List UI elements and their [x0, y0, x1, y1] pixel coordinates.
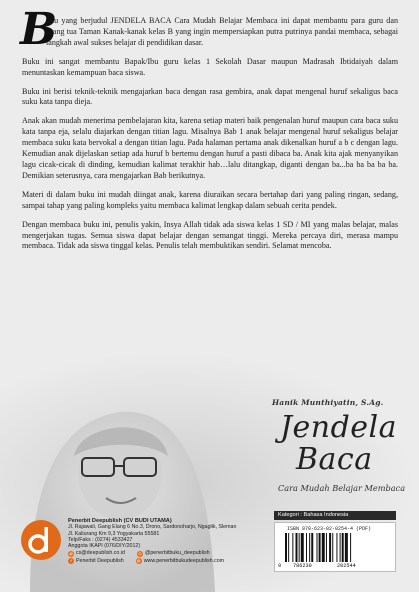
barcode-bar [329, 533, 331, 562]
publisher-facebook[interactable]: Penerbit Deepublish [76, 557, 124, 564]
barcode-bar [306, 533, 307, 562]
blurb-paragraph-5: Materi di dalam buku ini mudah diingat anak, karena diuraikan secara bertahap dari yang paling ringan, sedang, sampai tahap yang paling kompleks yaitu membaca kalimat lengkap dalam sebuah cerita pendek. [22, 189, 398, 210]
category-label: Kategori : Bahasa Indonesia [274, 511, 396, 520]
barcode-bar [317, 533, 318, 562]
blurb-paragraph-4: Anak akan mudah menerima pembelajaran kita, karena setiap materi baik pengenalan huruf maupun cara baca suku kata tanpa eja, selalu diajarkan dengan titian lagu. Misalnya Bab 1 anak belajar mengenal huruf sekaligus belajar membaca suku kata bervokal a dengan titian lagu. Pada halaman pertama anak dikenalkan huruf a b c dengan lagu. Kemudian anak dijelaskan setiap ada huruf b bertemu dengan huruf a pasti dibaca ba. Anak kita ajak menyanyikan lagu cicak-cicak di dinding, kemudian kalimat terakhir hab…lalu ditangkap, diganti dengan ba...ba ba ba ba ba. Demikian seterusnya, cara mengajarkan Bab berikutnya. [22, 116, 398, 180]
back-cover-blurb [20, 4, 398, 260]
barcode-icon [285, 533, 385, 563]
blurb-paragraph-6: Dengan membaca buku ini, penulis yakin, Insya Allah tidak ada siswa kelas 1 SD / MI yang malas belajar, malas mengerjakan tugas. Semua siswa dapat belajar dengan semangat tinggi. Mereka percaya diri, merasa mampu membaca. Tidak ada siswa tinggal kelas. Penulis telah membuktikan sendiri. Selamat mencoba. [22, 219, 398, 251]
barcode-bar [340, 533, 341, 562]
barcode-bar [342, 533, 344, 562]
barcode-digit-lead: 9 [278, 563, 282, 569]
publisher-name: Penerbit Deepublish (CV BUDI UTAMA) [68, 518, 172, 524]
barcode-bar [311, 533, 313, 562]
barcode-bar [292, 533, 293, 562]
email-icon: @ [68, 550, 74, 556]
barcode-bar [322, 533, 325, 562]
barcode-bar [332, 533, 333, 562]
book-title-line-2: Baca [296, 442, 373, 477]
barcode-bar [285, 533, 287, 562]
publisher-phone: Telp/Faks : (0274) 4533427 [68, 536, 133, 543]
facebook-icon: f [68, 558, 74, 564]
book-title-line-1: Jendela [280, 410, 398, 445]
social-row-2 [68, 558, 268, 564]
barcode-group-2: 202544 [337, 563, 356, 569]
publisher-address-1: Jl. Rajawali, Gang Elang 6 No.3, Drono, Sardonoharjo, Ngaglik, Sleman [68, 524, 237, 531]
blurb-paragraph-3: Buku ini berisi teknik-teknik mengajarkan baca dengan rasa gembira, anak dapat mengenal huruf sekaligus baca suku kata tanpa dieja. [22, 86, 398, 107]
instagram-icon: ◎ [138, 550, 142, 556]
barcode-bar [309, 533, 310, 562]
dropcap: B [20, 4, 58, 55]
isbn-text: ISBN 978-623-02-0254-4 (PDF) [287, 526, 372, 532]
barcode-bar [326, 533, 327, 562]
publisher-email[interactable]: cs@deepublish.co.id [76, 550, 125, 557]
barcode-box [274, 522, 396, 572]
barcode-bar [299, 533, 300, 562]
barcode-bar [336, 533, 337, 562]
barcode-bar [301, 533, 304, 562]
blurb-paragraph-2: Buku ini sangat membantu Bapak/Ibu guru kelas 1 Sekolah Dasar maupun Madrasah Ibtidaiyah dalam menuntaskan kemampuan baca siswa. [22, 56, 398, 77]
barcode-bar [350, 533, 351, 562]
author-name: Hanik Munthiyatin, S.Ag. [272, 398, 384, 407]
barcode-bar [296, 533, 298, 562]
social-row-1 [68, 550, 268, 556]
deepublish-logo-icon [20, 517, 62, 563]
publisher-instagram[interactable]: @penerbitbuku_deepublish [144, 550, 210, 557]
blurb-paragraph-1: B uku yang berjudul JENDELA BACA Cara Mudah Belajar Membaca ini dapat membantu para guru dan orang tua Taman Kanak-kanak kelas B yang ingin mempersiapkan putra putrinya pandai membaca, sebagai langkah awal sukses belajar di pendidikan dasar. [20, 4, 398, 55]
publisher-address-2: Jl. Kaliurang Km 9,3 Yogyakarta 55581 [68, 530, 160, 537]
publisher-ikapi: Anggota IKAPI (076/DIY/2012) [68, 543, 141, 550]
barcode-group-1: 786230 [293, 563, 312, 569]
barcode-bar [319, 533, 321, 562]
book-subtitle: Cara Mudah Belajar Membaca [278, 483, 406, 493]
barcode-bar [345, 533, 348, 562]
globe-icon: ◍ [136, 557, 141, 563]
barcode-bar [288, 533, 289, 562]
publisher-info [68, 518, 268, 564]
publisher-website[interactable]: www.penerbitbukudeepublish.com [143, 557, 225, 564]
